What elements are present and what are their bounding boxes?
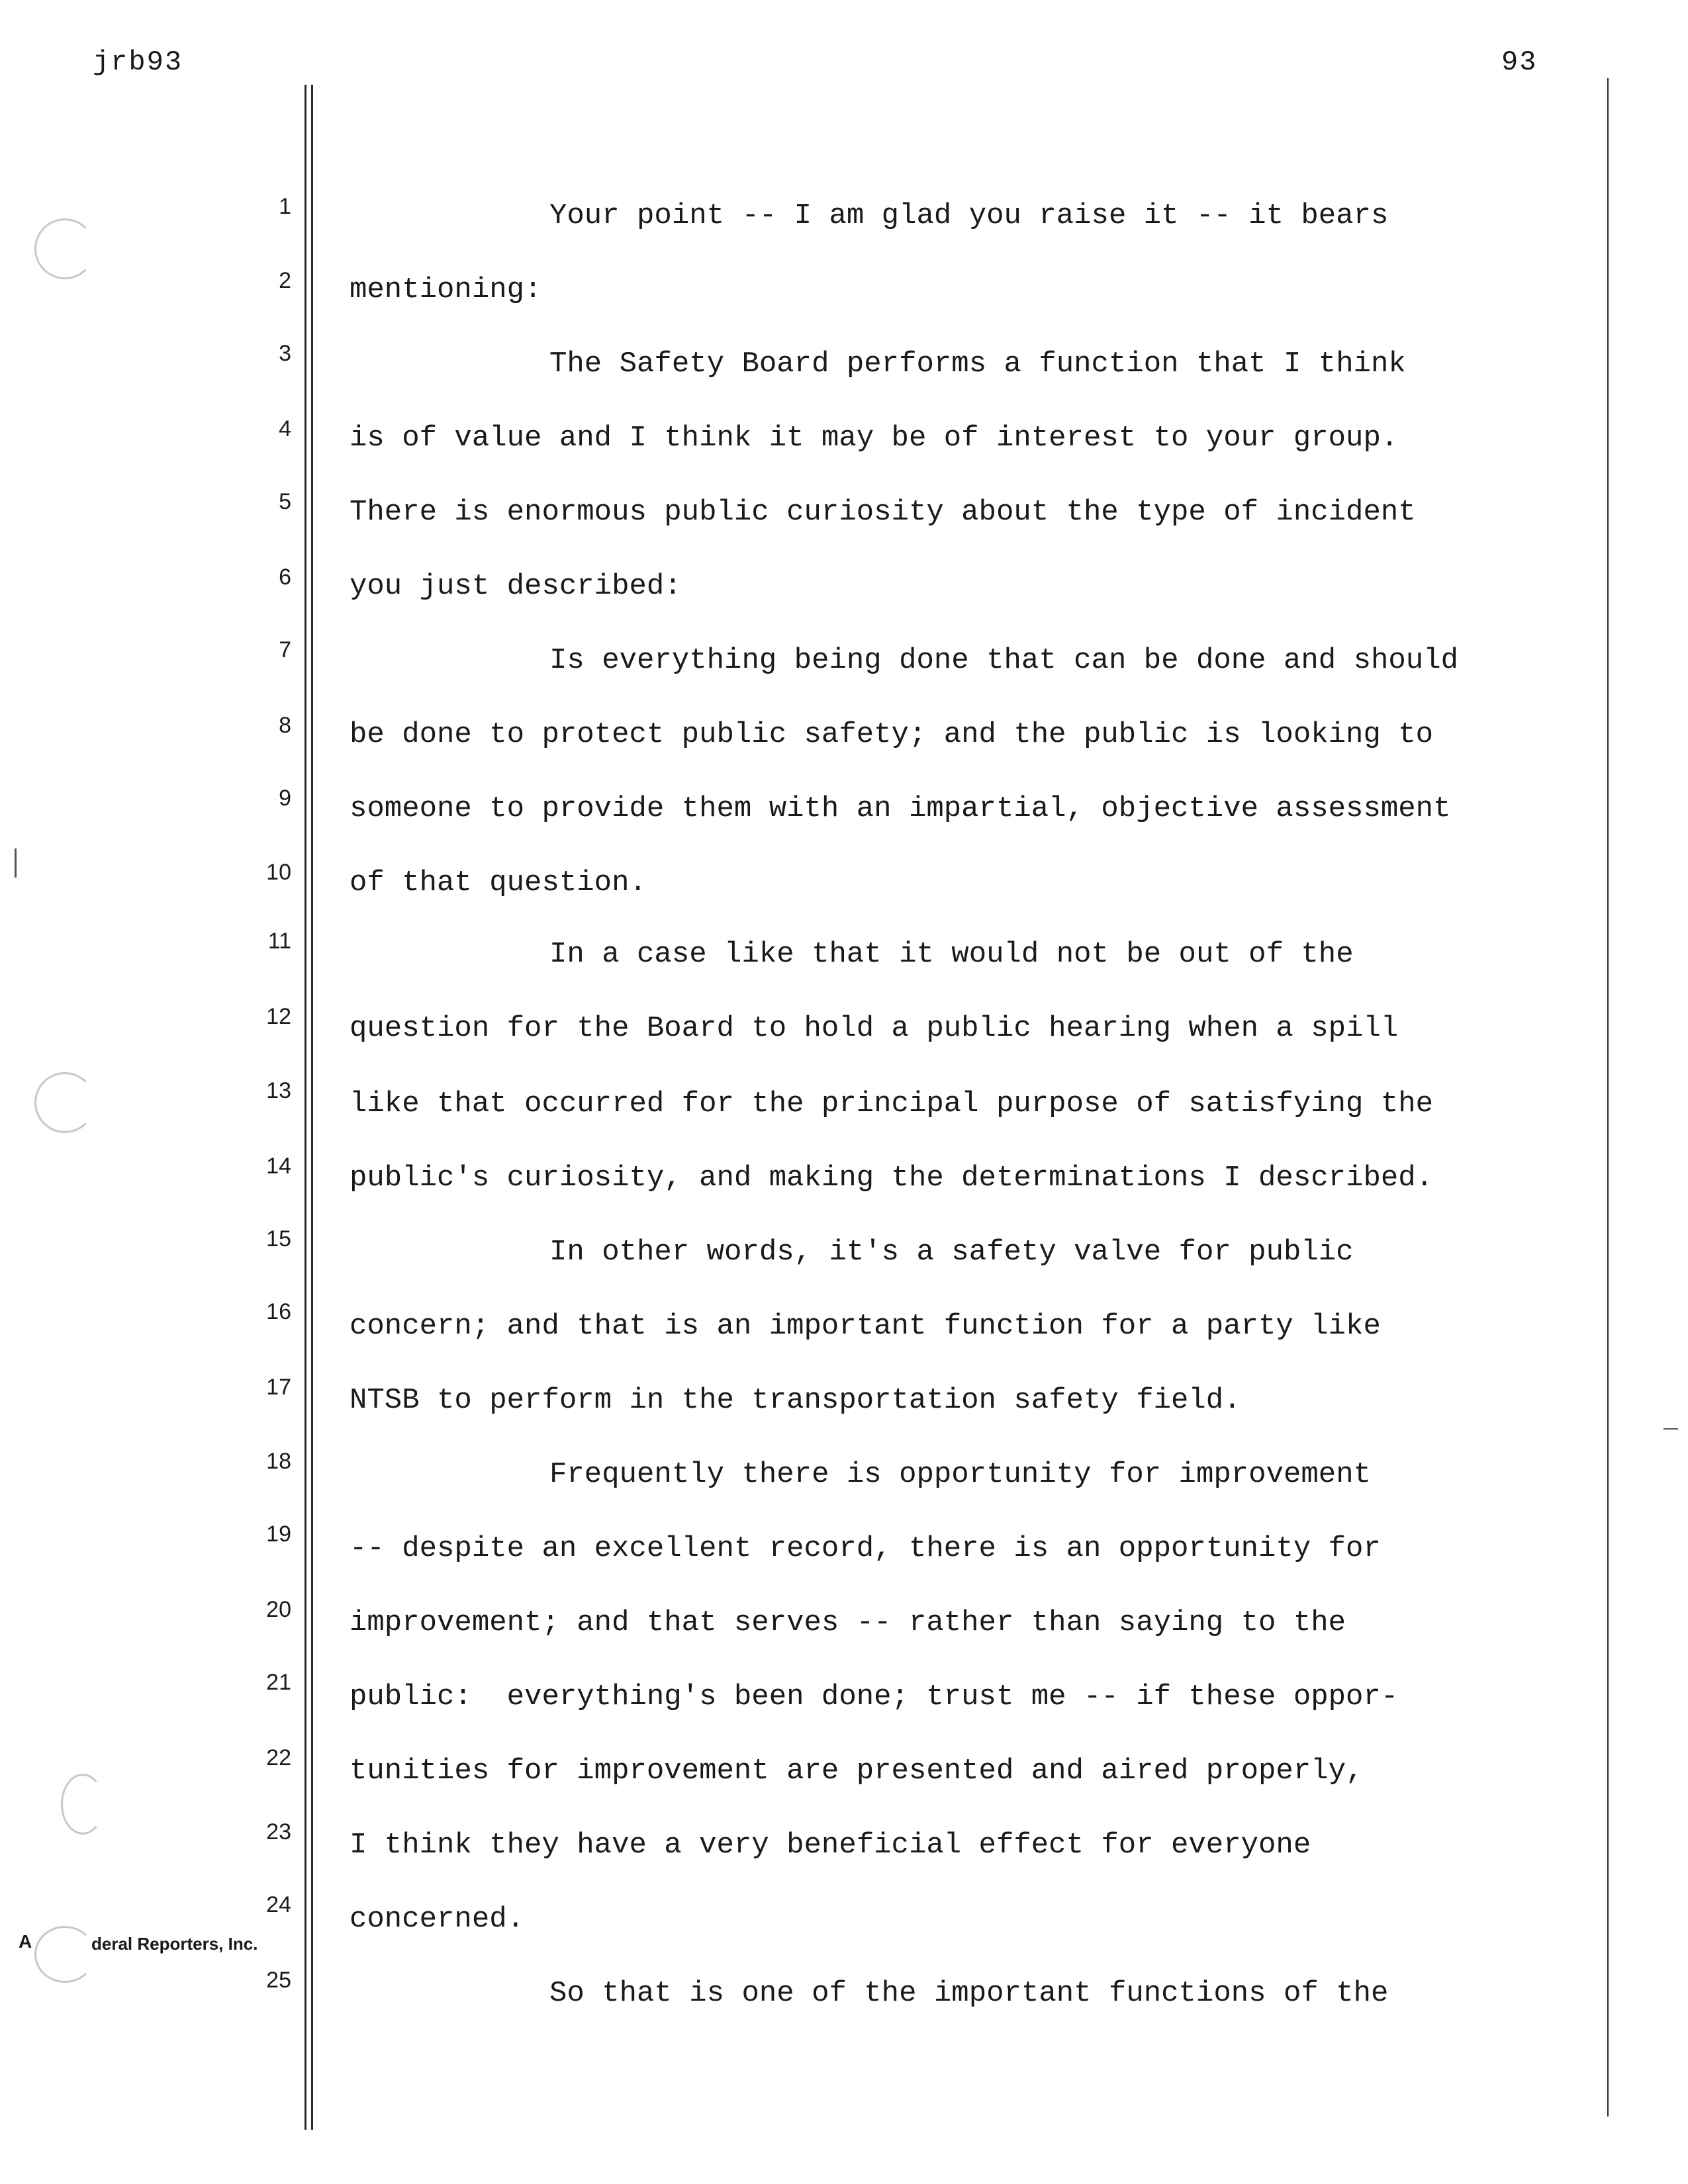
line-number: 11 [267,929,291,954]
line-number: 19 [266,1522,291,1547]
transcript-line: I think they have a very beneficial effect for everyone [350,1829,1311,1862]
binder-hole-middle [34,1072,95,1133]
line-number: 12 [266,1004,291,1029]
margin-mark [1664,1428,1678,1430]
line-number: 7 [279,637,291,662]
line-number: 2 [279,268,291,293]
binder-hole-top [34,218,95,279]
line-number: 20 [266,1597,291,1622]
transcript-line: There is enormous public curiosity about the type of incident [350,496,1416,529]
line-number: 23 [266,1819,291,1844]
transcript-line: Is everything being done that can be done and should [549,644,1459,677]
line-number: 14 [266,1154,291,1179]
line-number: 16 [266,1299,291,1324]
transcript-line: The Safety Board performs a function that I think [549,347,1406,381]
line-number: 5 [279,489,291,514]
line-number: 10 [266,860,291,885]
margin-mark [15,848,17,878]
transcript-line: In a case like that it would not be out of the [549,938,1354,971]
transcript-line: concerned. [350,1903,525,1936]
transcript-line: you just described: [350,570,682,603]
line-number: 9 [279,786,291,811]
line-number: 8 [279,713,291,738]
reporter-initial: A [19,1931,32,1952]
line-number: 3 [279,341,291,366]
line-number: 6 [279,565,291,590]
line-number: 24 [266,1892,291,1917]
line-number: 1 [279,194,291,219]
transcript-line: public's curiosity, and making the determinations I described. [350,1161,1434,1195]
transcript-line: In other words, it's a safety valve for public [549,1236,1354,1269]
transcript-line: Frequently there is opportunity for improvement [549,1458,1372,1491]
transcript-line: question for the Board to hold a public hearing when a spill [350,1012,1399,1045]
line-number: 25 [266,1968,291,1993]
transcript-line: is of value and I think it may be of interest to your group. [350,422,1399,455]
transcript-line: Your point -- I am glad you raise it -- it bears [549,199,1389,232]
right-margin-rule [1607,78,1609,2116]
binder-hole-footer [34,1926,95,1983]
transcript-line: of that question. [350,866,647,899]
transcript-line: be done to protect public safety; and the public is looking to [350,718,1434,751]
reporter-label: deral Reporters, Inc. [91,1934,258,1954]
line-number: 4 [279,416,291,441]
transcript-line: concern; and that is an important function for a party like [350,1310,1381,1343]
page-number: 93 [1501,46,1538,78]
line-number: 15 [266,1226,291,1251]
transcript-line: someone to provide them with an impartial, objective assessment [350,792,1451,825]
binder-hole-bottom [61,1774,105,1835]
line-number: 21 [266,1670,291,1695]
transcript-line: tunities for improvement are presented and aired properly, [350,1754,1364,1788]
transcript-line: public: everything's been done; trust me -- if these oppor- [350,1680,1399,1713]
line-number: 13 [266,1078,291,1103]
header-code: jrb93 [93,46,183,78]
transcript-line: -- despite an excellent record, there is an opportunity for [350,1532,1381,1565]
line-number: 18 [266,1449,291,1474]
line-number: 17 [266,1375,291,1400]
left-margin-rule-inner [311,85,313,2130]
transcript-line: like that occurred for the principal purpose of satisfying the [350,1087,1434,1120]
left-margin-rule-outer [305,85,306,2130]
transcript-line: improvement; and that serves -- rather than saying to the [350,1606,1346,1639]
transcript-line: So that is one of the important functions of the [549,1977,1389,2010]
transcript-line: NTSB to perform in the transportation safety field. [350,1384,1241,1417]
line-number: 22 [266,1745,291,1770]
transcript-line: mentioning: [350,273,542,306]
